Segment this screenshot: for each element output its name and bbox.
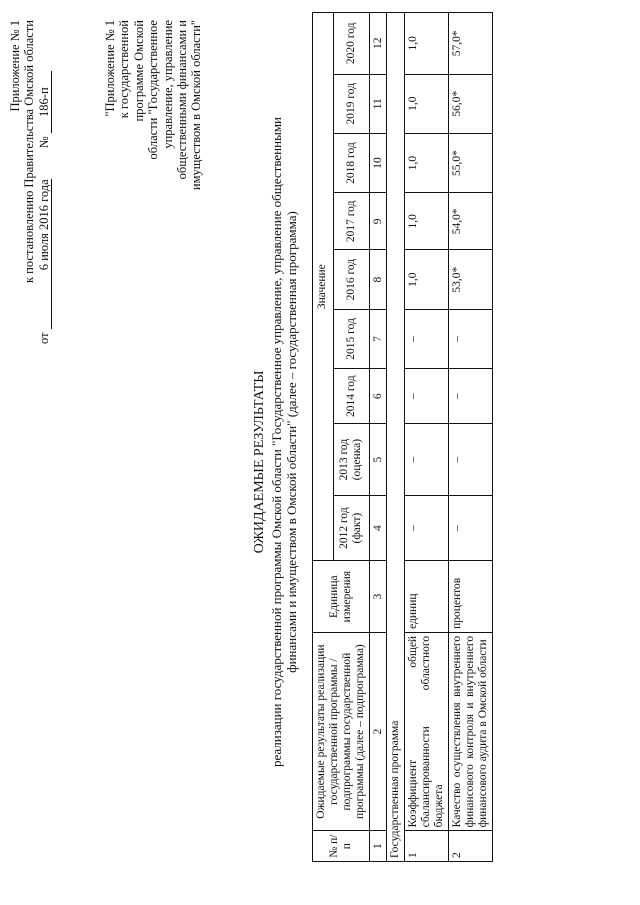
year-header: 2016 год: [333, 250, 369, 309]
quote-line: управление, управление: [160, 20, 175, 149]
col-number: 4: [369, 495, 387, 560]
year-header: 2014 год: [333, 369, 369, 424]
subtitle-line-2: финансами и имуществом в Омской области" (далее – государственная программа): [283, 211, 299, 673]
year-header: 2017 год: [333, 193, 369, 250]
section-label: Государственная программа: [387, 13, 405, 862]
col-number: 9: [369, 193, 387, 250]
row-value: 53,0*: [448, 250, 492, 309]
row-value: 56,0*: [448, 74, 492, 133]
appendix-header: [8, 20, 52, 350]
row-value: –: [448, 369, 492, 424]
quote-line: к государственной: [117, 20, 132, 119]
results-table: [312, 12, 493, 862]
col-number: 12: [369, 13, 387, 75]
column-number-row: [369, 13, 387, 862]
decree-number: 186-п: [37, 71, 52, 133]
col-number: 6: [369, 369, 387, 424]
row-value: –: [405, 495, 449, 560]
row-value: –: [405, 369, 449, 424]
year-header: 2020 год: [333, 13, 369, 75]
col-number: 7: [369, 309, 387, 368]
row-value: 1,0: [405, 13, 449, 75]
document-page: [0, 2, 640, 882]
year-header: 2015 год: [333, 309, 369, 368]
col-number: 10: [369, 133, 387, 192]
section-row: [387, 13, 405, 862]
col-number: 8: [369, 250, 387, 309]
row-unit: процентов: [448, 561, 492, 633]
col-number: 11: [369, 74, 387, 133]
quote-line: "Приложение № 1: [103, 20, 117, 117]
col-number: 1: [369, 831, 387, 862]
row-value: –: [448, 424, 492, 496]
subtitle-line-1: реализации государственной программы Омской области "Государственное управление, управление общественными: [269, 116, 284, 768]
col-number: 3: [369, 561, 387, 633]
header-row: [313, 13, 334, 862]
year-header: 2019 год: [333, 74, 369, 133]
decree-date: 6 июля 2016 года: [37, 179, 52, 329]
row-num: 2: [448, 831, 492, 862]
row-name: Качество осуществления внутреннего финансового контроля и внутреннего финансового аудита в Омской области: [448, 632, 492, 830]
quote-line: области "Государственное: [146, 20, 161, 160]
table-row: [448, 13, 492, 862]
quote-line: общественными финансами и: [174, 20, 189, 180]
row-value: –: [448, 309, 492, 368]
date-prefix: от: [36, 332, 51, 344]
appendix-title: Приложение № 1: [8, 20, 22, 112]
row-value: 1,0: [405, 133, 449, 192]
row-value: 1,0: [405, 250, 449, 309]
row-value: 54,0*: [448, 193, 492, 250]
col-value-header: Значение: [313, 13, 334, 561]
quote-line: имуществом в Омской области": [189, 20, 204, 191]
row-value: 1,0: [405, 74, 449, 133]
row-value: 57,0*: [448, 13, 492, 75]
appendix-quote: [103, 20, 204, 220]
number-prefix: №: [36, 136, 51, 149]
row-unit: единиц: [405, 561, 449, 633]
row-value: –: [405, 309, 449, 368]
col-number: 5: [369, 424, 387, 496]
year-header: 2013 год (оценка): [333, 424, 369, 496]
appendix-decree: к постановлению Правительства Омской области: [22, 20, 37, 284]
row-value: 55,0*: [448, 133, 492, 192]
row-name: Коэффициент общей сбалансированности областного бюджета: [405, 632, 449, 830]
row-num: 1: [405, 831, 449, 862]
page-subtitle: [270, 2, 300, 882]
row-value: –: [448, 495, 492, 560]
col-number: 2: [369, 632, 387, 830]
page-title: ОЖИДАЕМЫЕ РЕЗУЛЬТАТЫ: [252, 370, 267, 554]
col-results-header: Ожидаемые результаты реализации государственной программы / подпрограммы государственной программы (далее – подпрограмма): [313, 632, 370, 830]
col-num-header: № п/п: [313, 831, 370, 862]
quote-line: программе Омской: [131, 20, 146, 122]
col-unit-header: Единица измерения: [313, 561, 370, 633]
appendix-date-line: [37, 20, 52, 350]
table-row: [405, 13, 449, 862]
row-value: 1,0: [405, 193, 449, 250]
year-header: 2018 год: [333, 133, 369, 192]
year-header: 2012 год (факт): [333, 495, 369, 560]
row-value: –: [405, 424, 449, 496]
